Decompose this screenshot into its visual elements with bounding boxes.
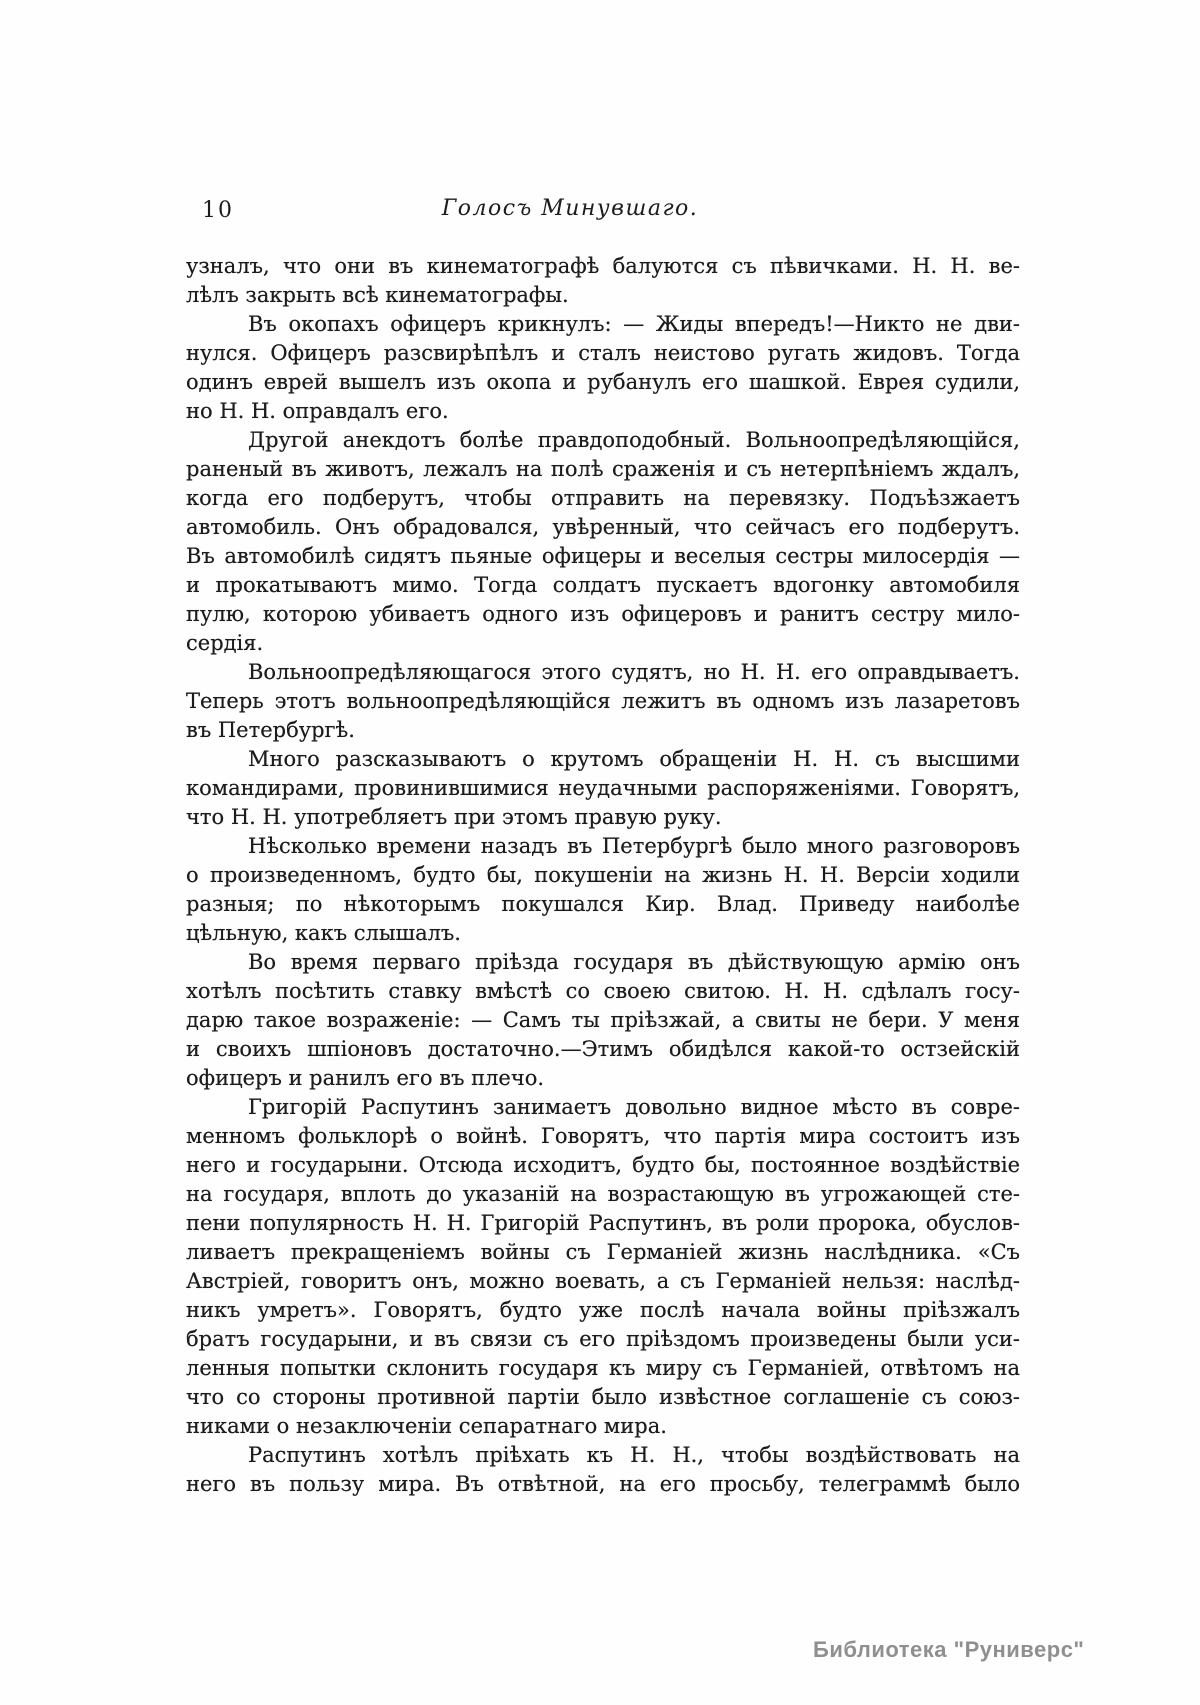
text-line: Григорій Распутинъ занимаетъ довольно видное мѣсто въ совре-: [248, 1095, 1020, 1119]
text-line: разныя; по нѣкоторымъ покушался Кир. Влад. Приведу наиболѣе: [186, 892, 1020, 916]
text-line: никъ умретъ». Говорятъ, будто уже послѣ начала войны пріѣзжалъ: [186, 1298, 1020, 1322]
paragraph: [186, 832, 1020, 948]
text-line: раненый въ животъ, лежалъ на полѣ сраженія и съ нетерпѣніемъ ждалъ,: [186, 457, 1020, 481]
text-line: Въ окопахъ офицеръ крикнулъ: — Жиды впередъ!—Никто не дви-: [248, 312, 1020, 336]
text-line: сердія.: [186, 631, 264, 655]
text-line: на государя, вплоть до указаній на возрастающую въ угрожающей сте-: [186, 1182, 1020, 1206]
text-line: въ Петербургѣ.: [186, 718, 355, 742]
text-line: узналъ, что они въ кинематографѣ балуются съ пѣвичками. Н. Н. ве-: [186, 254, 1020, 278]
paragraph: [186, 1441, 1020, 1499]
text-line: что Н. Н. употребляетъ при этомъ правую руку.: [186, 805, 722, 829]
text-line: никами о незаключеніи сепаратнаго мира.: [186, 1414, 667, 1438]
text-line: пулю, которою убиваетъ одного изъ офицеровъ и ранитъ сестру мило-: [186, 602, 1020, 626]
paragraph: [186, 745, 1020, 832]
text-line: него въ пользу мира. Въ отвѣтной, на его просьбу, телеграммѣ было: [186, 1472, 1020, 1496]
page-number: 10: [202, 198, 234, 223]
paragraph: [186, 426, 1020, 658]
paragraph: [186, 1093, 1020, 1441]
body-text: [186, 252, 1020, 1499]
text-line: Австріей, говоритъ онъ, можно воевать, а съ Германіей нельзя: наслѣд-: [186, 1269, 1020, 1293]
text-line: дарю такое возраженіе: — Самъ ты пріѣзжай, а свиты не бери. У меня: [186, 1008, 1020, 1032]
text-line: командирами, провинившимися неудачными распоряженіями. Говорятъ,: [186, 776, 1020, 800]
text-line: цѣльную, какъ слышалъ.: [186, 921, 461, 945]
text-line: пени популярность Н. Н. Григорій Распутинъ, въ роли пророка, обуслов-: [186, 1211, 1020, 1235]
text-line: и прокатываютъ мимо. Тогда солдатъ пускаетъ вдогонку автомобиля: [186, 573, 1020, 597]
library-watermark: Библиотека "Руниверс": [813, 1637, 1085, 1662]
text-line: офицеръ и ранилъ его въ плечо.: [186, 1066, 545, 1090]
text-line: ленныя попытки склонить государя къ миру съ Германіей, отвѣтомъ на: [186, 1356, 1020, 1380]
text-line: Много разсказываютъ о крутомъ обращеніи Н. Н. съ высшими: [248, 747, 1020, 771]
text-line: что со стороны противной партіи было извѣстное соглашеніе съ союз-: [186, 1385, 1020, 1409]
text-line: Во время перваго пріѣзда государя въ дѣйствующую армію онъ: [248, 950, 1020, 974]
text-line: Распутинъ хотѣлъ пріѣхать къ Н. Н., чтобы воздѣйствовать на: [248, 1443, 1020, 1467]
text-line: одинъ еврей вышелъ изъ окопа и рубанулъ его шашкой. Еврея судили,: [186, 370, 1020, 394]
text-line: и своихъ шпіоновъ достаточно.—Этимъ обидѣлся какой-то остзейскій: [186, 1037, 1020, 1061]
text-line: братъ государыни, и въ связи съ его пріѣздомъ произведены были уси-: [186, 1327, 1020, 1351]
text-line: когда его подберутъ, чтобы отправить на перевязку. Подъѣзжаетъ: [186, 486, 1020, 510]
paragraph: [186, 310, 1020, 426]
text-line: менномъ фольклорѣ о войнѣ. Говорятъ, что партія мира состоитъ изъ: [186, 1124, 1020, 1148]
text-line: нулся. Офицеръ разсвирѣпѣлъ и сталъ неистово ругать жидовъ. Тогда: [186, 341, 1020, 365]
paragraph: [186, 252, 1020, 310]
page-header: [186, 196, 1020, 228]
text-line: Другой анекдотъ болѣе правдоподобный. Вольноопредѣляющійся,: [248, 428, 1020, 452]
text-line: но Н. Н. оправдалъ его.: [186, 399, 449, 423]
text-line: о произведенномъ, будто бы, покушеніи на жизнь Н. Н. Версіи ходили: [186, 863, 1020, 887]
text-line: Вольноопредѣляющагося этого судятъ, но Н. Н. его оправдываетъ.: [248, 660, 1020, 684]
text-line: лѣлъ закрыть всѣ кинематографы.: [186, 283, 569, 307]
paragraph: [186, 948, 1020, 1093]
text-line: Нѣсколько времени назадъ въ Петербургѣ было много разговоровъ: [248, 834, 1020, 858]
text-line: хотѣлъ посѣтить ставку вмѣстѣ со своею свитою. Н. Н. сдѣлалъ госу-: [186, 979, 1020, 1003]
text-line: него и государыни. Отсюда исходитъ, будто бы, постоянное воздѣйствіе: [186, 1153, 1020, 1177]
journal-title: Голосъ Минувшаго.: [441, 196, 699, 221]
text-line: Въ автомобилѣ сидятъ пьяные офицеры и веселыя сестры милосердія —: [186, 544, 1020, 568]
text-line: Теперь этотъ вольноопредѣляющійся лежитъ въ одномъ изъ лазаретовъ: [186, 689, 1020, 713]
text-line: ливаетъ прекращеніемъ войны съ Германіей жизнь наслѣдника. «Съ: [186, 1240, 1020, 1264]
paragraph: [186, 658, 1020, 745]
text-line: автомобиль. Онъ обрадовался, увѣренный, что сейчасъ его подберутъ.: [186, 515, 1020, 539]
